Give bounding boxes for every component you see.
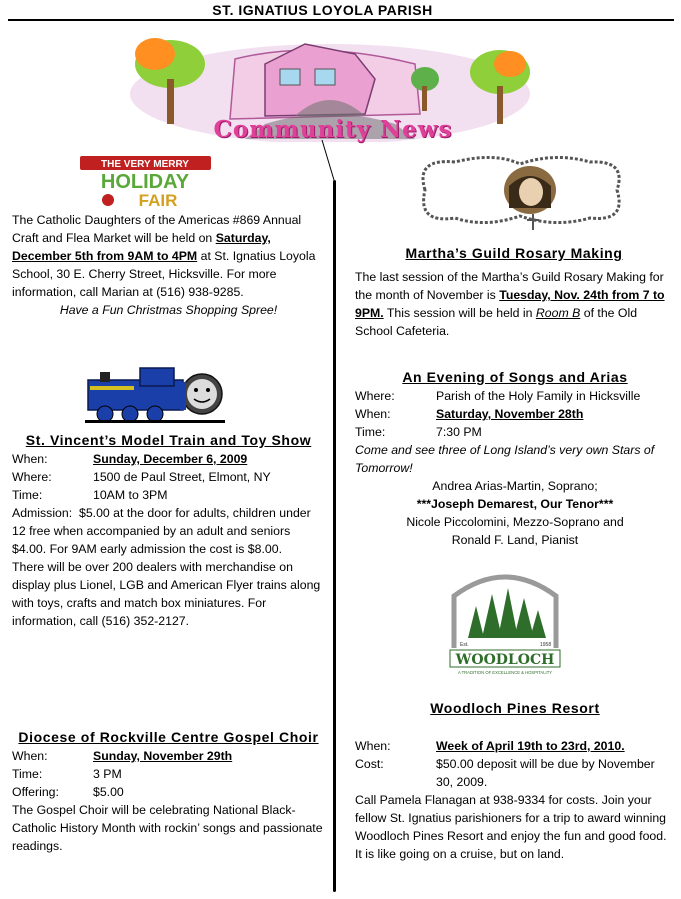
svg-text:1958: 1958	[540, 642, 552, 648]
gospel-choir-article	[12, 727, 325, 855]
train-illustration	[80, 362, 235, 424]
column-divider	[333, 180, 336, 892]
svg-text:THE VERY MERRY: THE VERY MERRY	[101, 159, 189, 170]
songs-arias-when: When: Saturday, November 28th	[355, 407, 584, 421]
train-show-title: St. Vincent’s Model Train and Toy Show	[25, 432, 312, 448]
svg-text:A TRADITION OF EXCELLENCE & HO: A TRADITION OF EXCELLENCE & HOSPITALITY	[457, 670, 553, 675]
holiday-fair-logo	[78, 152, 213, 208]
performer-3: Nicole Piccolomini, Mezzo-Soprano and	[406, 515, 624, 529]
holiday-fair-date: Saturday, December 5th from 9AM to 4PM	[12, 231, 271, 263]
woodloch-description: Call Pamela Flanagan at 938-9334 for costs. Join your fellow St. Ignatius parishioners for a trip to award winning Woodloch Pines Resort and enjoy the fun and good food. It is like going on a cruise, but on land.	[355, 793, 667, 861]
page-title: ST. IGNATIUS LOYOLA PARISH	[212, 2, 433, 18]
woodloch-when: When: Week of April 19th to 23rd, 2010.	[355, 739, 625, 753]
songs-arias-time: Time: 7:30 PM	[355, 425, 482, 439]
songs-arias-invite: Come and see three of Long Island’s very own Stars of Tomorrow!	[355, 443, 655, 475]
holiday-fair-article	[12, 211, 325, 319]
songs-arias-article	[355, 367, 675, 549]
gospel-choir-title: Diocese of Rockville Centre Gospel Choir	[18, 729, 319, 745]
rosary-article	[355, 243, 673, 340]
woodloch-logo	[446, 566, 564, 678]
community-news-title: Community News	[213, 116, 453, 143]
songs-arias-where: Where: Parish of the Holy Family in Hicksville	[355, 389, 641, 403]
svg-text:HOLIDAY: HOLIDAY	[100, 171, 190, 193]
woodloch-article	[355, 698, 675, 863]
train-show-description: There will be over 200 dealers with merchandise on display plus Lionel, LGB and American Flyer trains along with toys, crafts and match box miniatures. For information, call (516) 352-2127.	[12, 560, 321, 628]
svg-text:FAIR: FAIR	[138, 191, 178, 208]
holiday-fair-text-b: at St. Ignatius Loyola School, 30 E. Cherry Street, Hicksville. For more information, call Marian at (516) 938-9285.	[12, 249, 316, 299]
rosary-title: Martha’s Guild Rosary Making	[405, 245, 623, 261]
gospel-choir-time: Time: 3 PM	[12, 767, 122, 781]
gospel-choir-offering: Offering: $5.00	[12, 785, 124, 799]
holiday-fair-text-a: The Catholic Daughters of the Americas #869 Annual Craft and Flea Market will be held on	[12, 213, 302, 245]
gospel-choir-when: When: Sunday, November 29th	[12, 749, 233, 763]
train-show-admission: Admission: $5.00 at the door for adults, children under 12 free when accompanied by an adult and seniors $4.00. For 9AM early admission the cost is $8.00.	[12, 506, 311, 556]
gospel-choir-description: The Gospel Choir will be celebrating National Black-Catholic History Month with rockin’ songs and passionate readings.	[12, 803, 323, 853]
train-show-where: Where: 1500 de Paul Street, Elmont, NY	[12, 470, 271, 484]
rosary-illustration	[405, 148, 635, 232]
performer-4: Ronald F. Land, Pianist	[451, 533, 579, 547]
svg-text:Est.: Est.	[460, 642, 469, 648]
woodloch-cost: Cost: $50.00 deposit will be due by November 30, 2009.	[355, 757, 655, 789]
performer-2: ***Joseph Demarest, Our Tenor***	[416, 497, 614, 511]
train-show-article	[12, 430, 325, 630]
svg-text:WOODLOCH: WOODLOCH	[455, 652, 555, 668]
rosary-description: The last session of the Martha’s Guild Rosary Making for the month of November is Tuesday, Nov. 24th from 7 to 9PM. This session will be held in Room B of the Old School Cafeteria.	[355, 270, 665, 338]
performer-1: Andrea Arias-Martin, Soprano;	[432, 479, 598, 493]
holiday-fair-tagline: Have a Fun Christmas Shopping Spree!	[59, 303, 278, 317]
train-show-when: When: Sunday, December 6, 2009	[12, 452, 248, 466]
woodloch-title: Woodloch Pines Resort	[430, 700, 600, 716]
train-show-time: Time: 10AM to 3PM	[12, 488, 168, 502]
songs-arias-title: An Evening of Songs and Arias	[402, 369, 628, 385]
